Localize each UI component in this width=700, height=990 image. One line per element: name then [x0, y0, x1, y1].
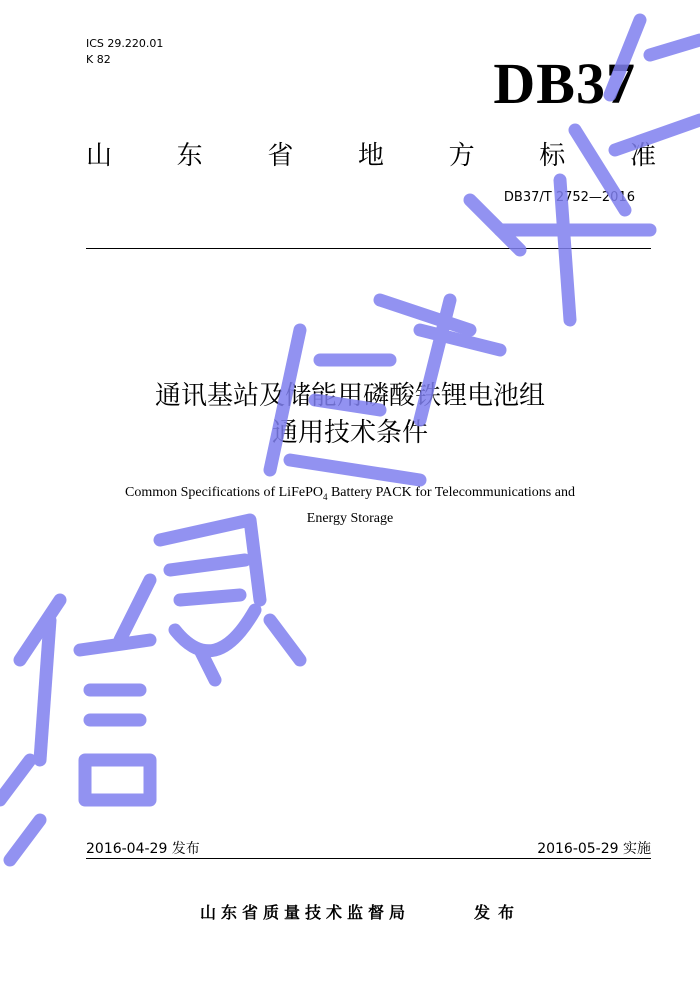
- english-title: [60, 482, 640, 530]
- title-char: 东: [176, 141, 203, 170]
- implementation-date: 2016-05-29 实施: [537, 841, 651, 857]
- english-title-line2: Energy Storage: [306, 510, 394, 526]
- standard-type-title: [86, 135, 656, 175]
- issuing-authority: 山东省质量技术监督局: [200, 903, 411, 922]
- classification-codes: [86, 36, 163, 68]
- title-char: 地: [357, 141, 384, 170]
- issue-date: 2016-04-29 发布: [86, 841, 200, 857]
- title-char: 准: [629, 141, 656, 170]
- chinese-title-line2: 通用技术条件: [271, 418, 428, 448]
- title-char: 方: [448, 141, 475, 170]
- chinese-title-line1: 通讯基站及储能用磷酸铁锂电池组: [154, 381, 545, 411]
- chinese-title: [0, 378, 700, 452]
- issued-label: 发布: [474, 903, 523, 922]
- title-char: 标: [539, 141, 566, 170]
- ics-code: ICS 29.220.01: [86, 37, 164, 50]
- title-char: 省: [267, 141, 294, 170]
- english-title-line1: Common Specifications of LiFePO$_4$ Battery PACK for Telecommunications and: [125, 485, 575, 502]
- standard-code: DB37: [493, 51, 636, 116]
- standard-number: DB37/T 2752—2016: [503, 190, 635, 205]
- top-rule: [86, 248, 651, 249]
- title-char: 山: [86, 141, 113, 170]
- class-code: K 82: [86, 53, 111, 66]
- bottom-rule: [86, 858, 651, 859]
